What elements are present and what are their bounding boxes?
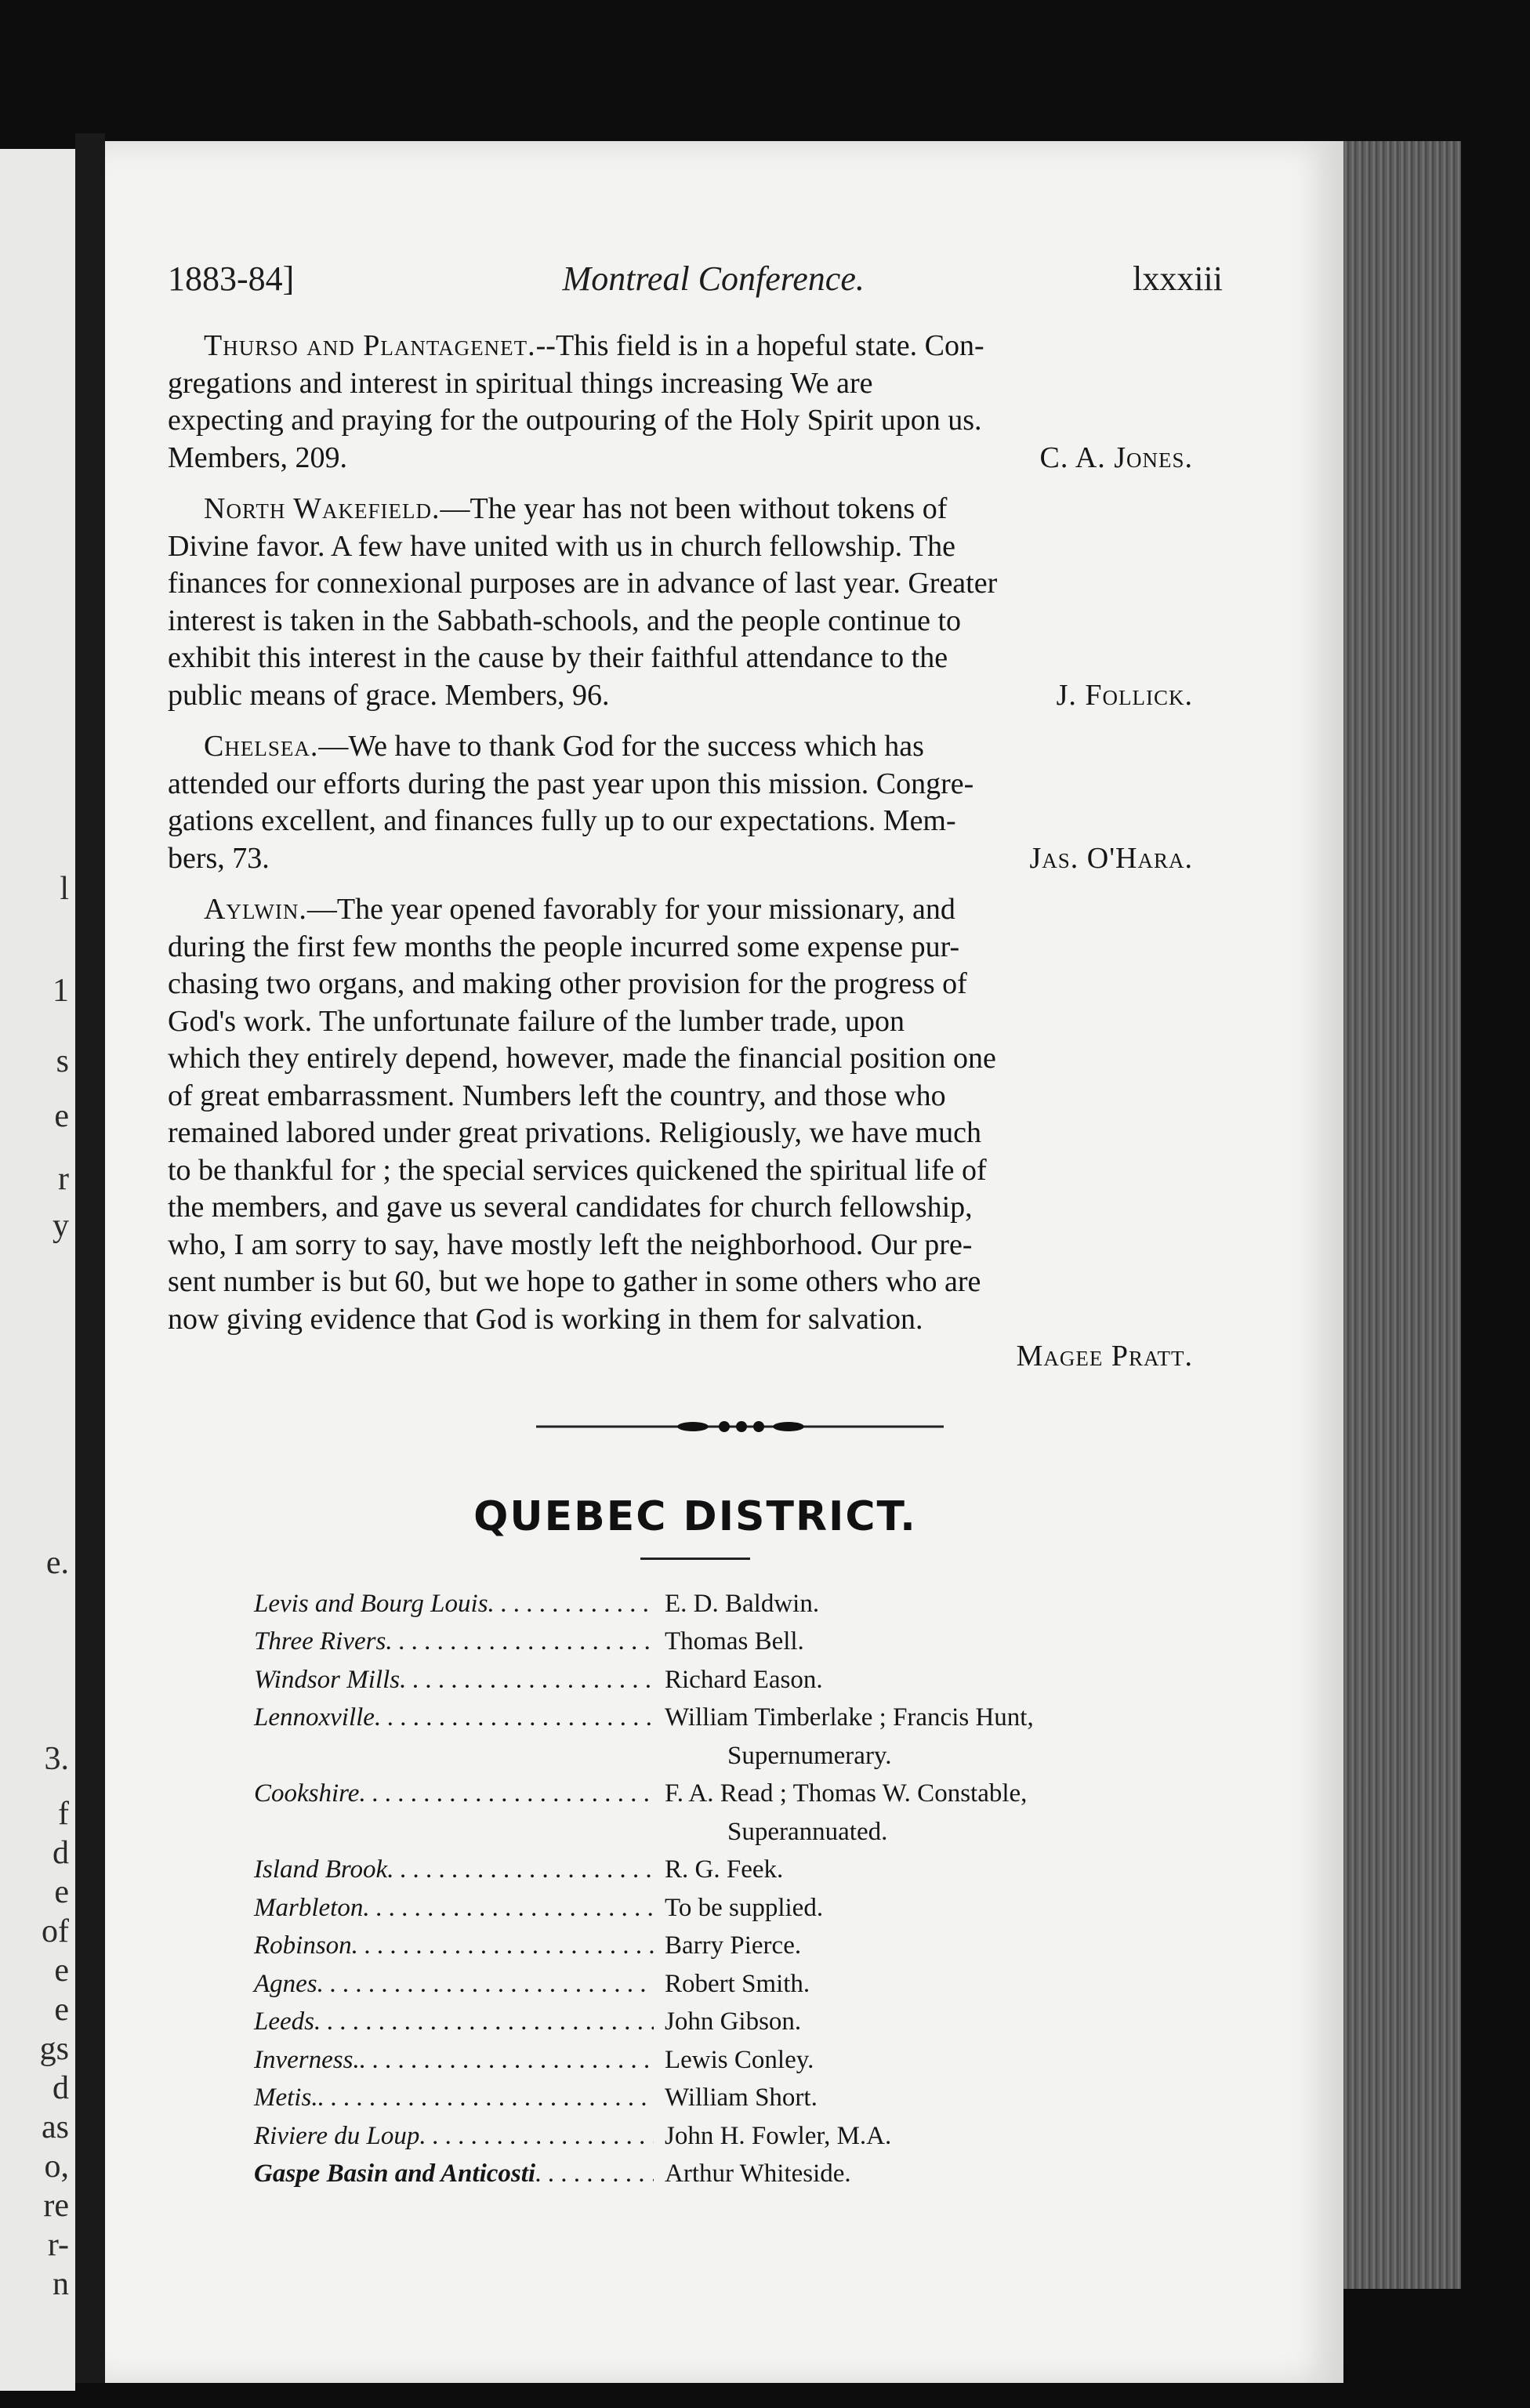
minister-name: E. D. Baldwin. [665, 1589, 820, 1618]
appointment-row [168, 1851, 1223, 1889]
report-line: of great embarrassment. Numbers left the country, and those who [168, 1079, 946, 1112]
appointments-list [168, 1585, 1223, 2193]
report-signature: Magee Pratt. [1016, 1340, 1193, 1373]
appointment-row [168, 2041, 1223, 2080]
ornamental-divider [168, 1407, 1223, 1454]
running-header [168, 259, 1223, 314]
minister-status-note: Superannuated. [727, 1817, 888, 1846]
left-fragment: o, [44, 2149, 69, 2185]
report-aylwin [168, 891, 1223, 1376]
report-line: bers, 73. [168, 841, 270, 875]
left-fragment: y [53, 1208, 69, 1244]
report-line: attended our efforts during the past year upon this mission. Congre- [168, 767, 974, 800]
appointment-row [168, 2155, 1223, 2193]
minister-name: R. G. Feek. [665, 1855, 784, 1884]
station-name: Robinson [254, 1931, 352, 1960]
appointment-row [168, 1585, 1223, 1623]
book-gutter [75, 133, 105, 2383]
report-line: now giving evidence that God is working in them for salvation. [168, 1302, 923, 1336]
appointment-row [168, 1965, 1223, 2004]
station-name: Windsor Mills [254, 1665, 401, 1694]
report-line: public means of grace. Members, 96. [168, 678, 610, 712]
station-name: Inverness. [254, 2045, 360, 2074]
minister-name: John Gibson. [665, 2007, 802, 2036]
minister-name: To be supplied. [665, 1893, 824, 1922]
left-fragment: of [42, 1913, 69, 1949]
station-name: Marbleton [254, 1893, 364, 1922]
report-line: —The year opened favorably for your missionary, and [306, 893, 955, 926]
left-fragment: s [56, 1043, 69, 1079]
report-line: to be thankful for ; the special services quickened the spiritual life of [168, 1153, 987, 1187]
minister-name: William Short. [665, 2083, 818, 2112]
page-number: lxxxiii [1133, 259, 1223, 298]
header-title: Montreal Conference. [562, 259, 865, 298]
left-fragment: e [54, 1874, 69, 1910]
report-line: which they entirely depend, however, made the financial position one [168, 1042, 996, 1075]
left-fragment: 1 [53, 973, 69, 1009]
appointment-row [168, 1623, 1223, 1661]
left-fragment: 3. [44, 1741, 69, 1777]
left-fragment: gs [39, 2031, 69, 2067]
left-fragment: d [53, 1835, 69, 1871]
station-name: Gaspe Basin and Anticosti [254, 2160, 536, 2188]
left-fragment: l [60, 871, 69, 907]
appointment-row [168, 1927, 1223, 1965]
left-fragment: e [54, 1098, 69, 1134]
appointment-row [168, 1775, 1223, 1851]
minister-name: Richard Eason. [665, 1665, 823, 1694]
station-name: Island Brook [254, 1855, 388, 1884]
left-fragment: as [42, 2109, 69, 2145]
left-fragment: d [53, 2070, 69, 2106]
left-fragment: re [43, 2188, 69, 2224]
appointment-row [168, 2117, 1223, 2156]
report-signature: Jas. O'Hara. [1029, 841, 1193, 875]
report-line: gregations and interest in spiritual things increasing We are [168, 366, 873, 400]
left-fragment: e [54, 1953, 69, 1989]
report-line: remained labored under great privations. Religiously, we have much [168, 1116, 981, 1149]
station-name: Riviere du Loup [254, 2121, 420, 2150]
appointment-row [168, 2079, 1223, 2117]
report-signature: J. Follick. [1056, 678, 1193, 712]
minister-name: William Timberlake ; Francis Hunt, [665, 1703, 1034, 1732]
report-line: who, I am sorry to say, have mostly left the neighborhood. Our pre- [168, 1228, 973, 1261]
appointment-row [168, 2003, 1223, 2041]
left-fragment: n [53, 2266, 69, 2302]
station-name: Cookshire [254, 1779, 360, 1808]
report-line: exhibit this interest in the cause by their faithful attendance to the [168, 641, 948, 674]
report-line: Divine favor. A few have united with us in church fellowship. The [168, 529, 956, 563]
minister-name: Thomas Bell. [665, 1627, 804, 1656]
report-chelsea [168, 728, 1223, 877]
station-name: Lennoxville [254, 1703, 375, 1732]
station-name: Agnes [254, 1969, 317, 1998]
report-north-wakefield [168, 491, 1223, 714]
report-title: Thurso and Plantagenet. [204, 329, 536, 362]
left-fragment: f [58, 1796, 69, 1832]
appointment-row [168, 1889, 1223, 1927]
report-line: the members, and gave us several candidates for church fellowship, [168, 1191, 973, 1224]
page-edges [1343, 141, 1461, 2289]
report-title: Chelsea. [204, 730, 319, 763]
station-name: Three Rivers [254, 1627, 386, 1656]
report-line: —We have to thank God for the success which has [318, 730, 924, 763]
left-fragment: r- [47, 2227, 69, 2263]
report-line: sent number is but 60, but we hope to gather in some others who are [168, 1265, 981, 1298]
left-page-fragment [0, 149, 75, 2391]
report-line: gations excellent, and finances fully up to our expectations. Mem- [168, 804, 956, 837]
left-fragment: r [58, 1161, 69, 1197]
appointment-row [168, 1699, 1223, 1775]
report-line: chasing two organs, and making other provision for the progress of [168, 967, 967, 1000]
minister-name: Arthur Whiteside. [665, 2160, 851, 2188]
report-line: --This field is in a hopeful state. Con- [535, 329, 984, 362]
report-line: expecting and praying for the outpouring of the Holy Spirit upon us. [168, 404, 982, 437]
minister-name: F. A. Read ; Thomas W. Constable, [665, 1779, 1028, 1808]
report-line: Members, 209. [168, 441, 348, 474]
report-thurso [168, 328, 1223, 477]
minister-name: John H. Fowler, M.A. [665, 2121, 892, 2150]
report-line: finances for connexional purposes are in advance of last year. Greater [168, 567, 998, 600]
appointment-row [168, 1661, 1223, 1699]
report-signature: C. A. Jones. [1039, 441, 1193, 474]
report-line: God's work. The unfortunate failure of the lumber trade, upon [168, 1004, 905, 1038]
report-line: during the first few months the people incurred some expense pur- [168, 930, 960, 963]
report-title: North Wakefield. [204, 492, 441, 525]
report-line: interest is taken in the Sabbath-schools, and the people continue to [168, 604, 962, 637]
station-name: Metis. [254, 2083, 318, 2112]
station-name: Levis and Bourg Louis [254, 1589, 488, 1618]
report-line: —The year has not been without tokens of [440, 492, 948, 525]
minister-name: Barry Pierce. [665, 1931, 802, 1960]
minister-name: Robert Smith. [665, 1969, 810, 1998]
left-fragment: e [54, 1992, 69, 2028]
header-year: 1883-84] [168, 259, 295, 298]
station-name: Leeds [254, 2007, 314, 2036]
minister-status-note: Supernumerary. [727, 1741, 892, 1770]
left-fragment: e. [45, 1545, 69, 1581]
book-page [105, 141, 1343, 2383]
minister-name: Lewis Conley. [665, 2045, 814, 2074]
report-title: Aylwin. [204, 893, 307, 926]
page-content [168, 259, 1223, 2193]
district-heading: QUEBEC DISTRICT. [473, 1492, 917, 1540]
district-rule [640, 1558, 750, 1560]
